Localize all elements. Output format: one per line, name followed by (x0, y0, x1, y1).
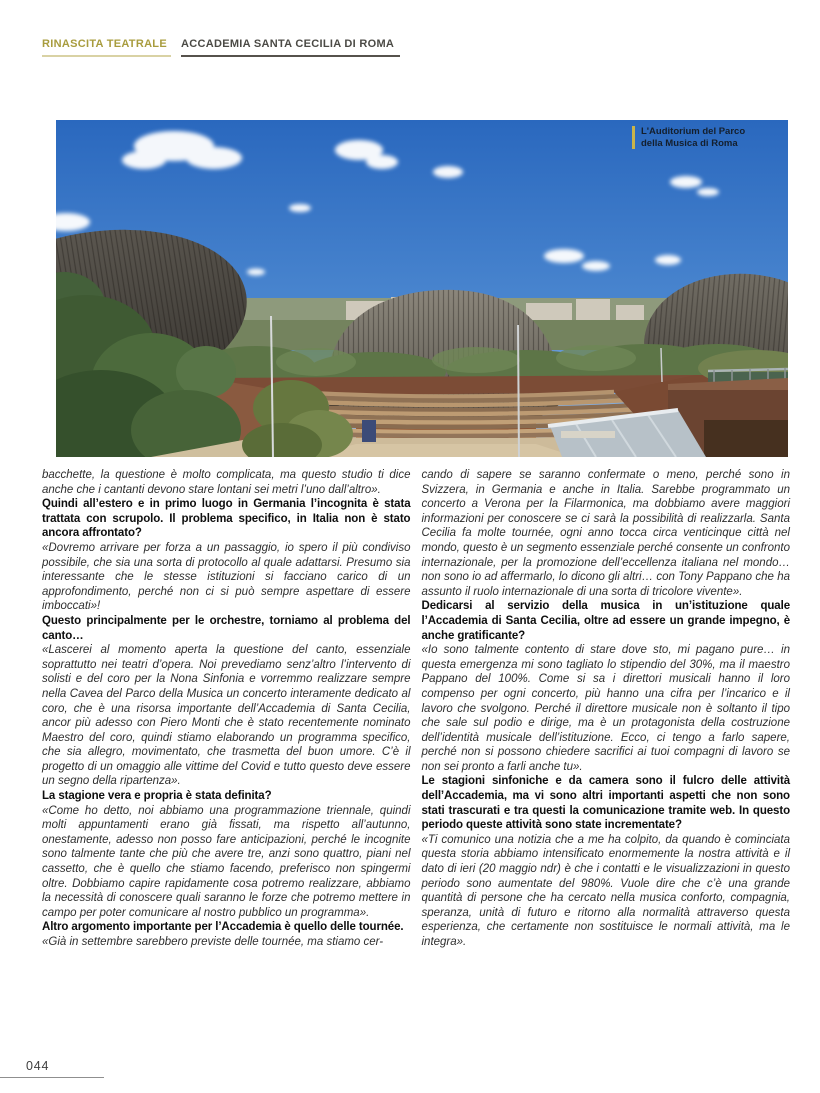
page-footer (0, 1059, 104, 1078)
answer-paragraph: «Come ho detto, noi abbiamo una programmazione triennale, quindi molti appuntamenti erano già fissati, ma rispetto all’autunno, onestamente, adesso non posso fare anticipazioni, perché le incognite sono talmente tante che più che avere tre, anzi sono quattro, piani nel cassetto, che è quello che stiamo facendo, preferisco non spingermi oltre. Dobbiamo capire rapidamente cosa potremo realizzare, abbiamo la necessità di conoscere quali saranno le forze che potremo mettere in campo per poter comunicare al nostro pubblico un programma». (42, 804, 411, 919)
answer-paragraph: «Già in settembre sarebbero previste delle tournée, ma stiamo cer- (42, 936, 384, 948)
right-column (422, 468, 791, 950)
left-column (42, 468, 411, 950)
question-paragraph: Altro argomento importante per l’Accademia è quello delle tournée. (42, 921, 404, 934)
question-paragraph: Le stagioni sinfoniche e da camera sono il fulcro delle attività dell’Accademia, ma vi sono altri importanti aspetti che non sono stati trascurati e tra questi la comunicazione tramite web. In questo periodo queste attività sono state incrementate? (421, 775, 790, 832)
section-kicker: RINASCITA TEATRALE (42, 38, 171, 57)
page-number: 044 (26, 1059, 50, 1073)
photo-caption (632, 126, 769, 149)
section-title: ACCADEMIA SANTA CECILIA DI ROMA (181, 38, 400, 57)
answer-paragraph: «Io sono talmente contento di stare dove sto, mi pagano pure… in questa emergenza mi sono tagliato lo stipendio del 30%, ma il maestro Pappano del 100%. Come si sa i direttori musicali hanno il loro compenso per ogni concerto, più hanno una cifra per l’incarico e il lavoro che svolgono. Perché il direttore musicale non è soltanto il tipo che sale sul podio e dirige, ma è un protagonista della costruzione dell’identità musicale dell’istituzione. Ecco, ci tengo a farlo sapere, perché non si possono chiedere sacrifici ai tuoi compagni di lavoro se non sei pronto a farli anche tu». (421, 644, 790, 773)
article-body (42, 468, 790, 950)
answer-paragraph: «Dovremo arrivare per forza a un passaggio, io spero il più condiviso possibile, che sia una sorta di protocollo al quale adattarsi. Presumo sia interessante che le stesse istituzioni si facciano carico di un approfondimento, perché non ci si può sempre aspettare di essere imboccati»! (42, 541, 411, 613)
question-paragraph: Quindi all’estero e in primo luogo in Germania l’incognita è stata trattata con scrupolo. Il problema specifico, in Italia non è stato ancora affrontato? (42, 498, 411, 540)
answer-paragraph: «Ti comunico una notizia che a me ha colpito, da quando è cominciata questa storia abbiamo intensificato enormemente la nostra attività e il dato di ieri (20 maggio ndr) è che i contatti e le visualizzazioni in questo periodo sono aumentate del 980%. Vuole dire che c’è una grande quantità di persone che ha cercato nella musica conforto, compagnia, speranza, unità di futuro e ritorno alla normalità attraverso questa esperienza, che certamente non sostituisce le normali attività, ma le integra». (421, 833, 790, 948)
question-paragraph: La stagione vera e propria è stata definita? (42, 790, 272, 803)
answer-paragraph: cando di sapere se saranno confermate o meno, perché sono in Svizzera, in Germania e anche in Italia. Sarebbe programmato un concerto a Verona per la Filarmonica, ma dobbiamo avere maggiori informazioni per conoscere se ci sarà la possibilità di realizzarla. Santa Cecilia fa molte tournée, ogni anno tocca circa venticinque città nel mondo, questo è un segmento essenziale perché consente un confronto internazionale, per la promozione dell’eccellenza italiana nel mondo… non sono io ad affermarlo, lo dicono gli altri… con Tony Pappano che ha assunto il ruolo internazionale di una sorta di tricolore vivente». (421, 469, 790, 598)
answer-paragraph: «Lascerei al momento aperta la questione del canto, essenziale soprattutto nei teatri d’opera. Noi prevediamo senz’altro l’intervento di solisti e del coro per la Nona Sinfonia e vorremmo realizzare sempre nella Cavea del Parco della Musica un concerto interamente dedicato al coro, che è una risorsa importante dell’Accademia di Santa Cecilia, ancor più adesso con Piero Monti che è stato recentemente nominato Maestro del coro, quindi stiamo elaborando un programma specifico, che sia allegro, movimentato, che trasmetta del buon umore. C’è il progetto di un omaggio alle vittime del Covid e tutto questo deve essere un segno della ripartenza». (42, 644, 411, 788)
auditorium-photo (56, 120, 788, 457)
question-paragraph: Dedicarsi al servizio della musica in un’istituzione quale l’Accademia di Santa Cecilia, oltre ad essere un grande impegno, è anche gratificante? (421, 600, 790, 642)
question-paragraph: Questo principalmente per le orchestre, torniamo al problema del canto… (42, 614, 411, 642)
answer-paragraph: bacchette, la questione è molto complicata, ma questo studio ti dice anche che i cantanti devono stare lontani sei metri l’uno dall’altro». (42, 469, 411, 496)
photo-caption-text: L'Auditorium del Parco della Musica di Roma (641, 126, 746, 149)
page-header (42, 34, 400, 57)
auditorium-photo-illustration (56, 120, 788, 457)
